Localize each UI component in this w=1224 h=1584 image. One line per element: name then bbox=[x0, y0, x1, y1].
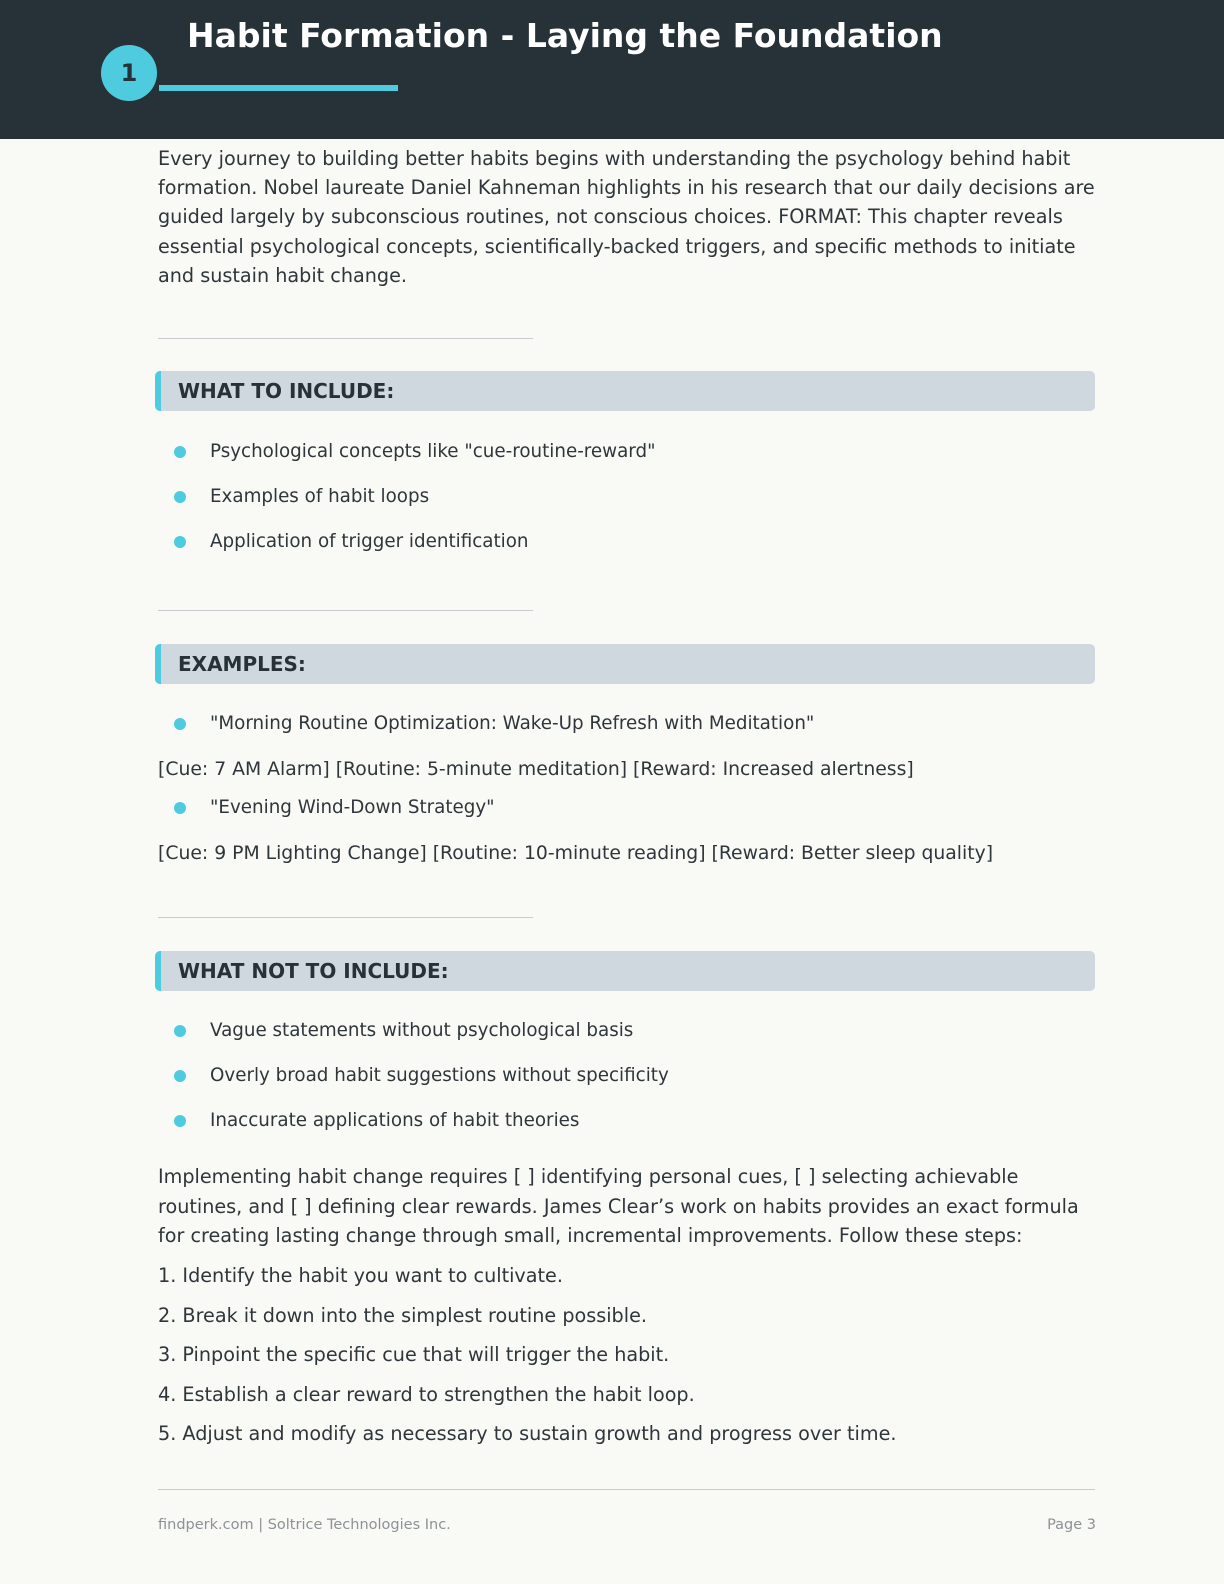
include-list bbox=[158, 437, 1095, 572]
list-item bbox=[158, 437, 1095, 482]
intro-paragraph: Every journey to building better habits begins with understanding the psychology behind habit formation. Nobel laureate Daniel Kahneman highlights in his research that our daily decisions are guided largely by subconscious routines, not conscious choices. FORMAT: This chapter reveals essential psychological concepts, scientifically-backed triggers, and specific methods to initiate and sustain habit change. bbox=[158, 147, 1095, 287]
example-item bbox=[158, 793, 495, 823]
list-item-text: Psychological concepts like "cue-routine-reward" bbox=[210, 441, 656, 462]
list-item-text: Inaccurate applications of habit theories bbox=[210, 1110, 580, 1131]
page-number: Page 3 bbox=[1047, 1517, 1096, 1533]
list-item bbox=[158, 1016, 1095, 1061]
example-label: "Morning Routine Optimization: Wake-Up Refresh with Meditation" bbox=[210, 713, 815, 734]
chapter-title: Habit Formation - Laying the Foundation bbox=[187, 16, 943, 55]
list-item bbox=[158, 527, 1095, 572]
section-header-examples: EXAMPLES: bbox=[155, 644, 1095, 684]
section-divider bbox=[158, 610, 533, 611]
example-item bbox=[158, 709, 814, 739]
bullet-icon bbox=[174, 446, 186, 458]
footer-divider bbox=[158, 1489, 1095, 1490]
list-item bbox=[158, 482, 1095, 527]
list-item bbox=[158, 1061, 1095, 1106]
step-item: 1. Identify the habit you want to cultivate. bbox=[158, 1264, 563, 1287]
example-detail: [Cue: 7 AM Alarm] [Routine: 5-minute meditation] [Reward: Increased alertness] bbox=[158, 759, 914, 780]
step-item: 4. Establish a clear reward to strengthen the habit loop. bbox=[158, 1382, 695, 1406]
section-divider bbox=[158, 917, 533, 918]
exclude-list bbox=[158, 1016, 1095, 1151]
list-item-text: Overly broad habit suggestions without specificity bbox=[210, 1065, 669, 1086]
bullet-icon bbox=[174, 536, 186, 548]
implementation-paragraph: Implementing habit change requires [ ] identifying personal cues, [ ] selecting achievable routines, and [ ] defining clear rewards. James Clear’s work on habits provides an exact formula for creating lasting change through small, incremental improvements. Follow these steps: bbox=[158, 1165, 1079, 1247]
chapter-number-badge: 1 bbox=[101, 45, 157, 101]
steps-list bbox=[158, 1261, 896, 1459]
bullet-icon bbox=[174, 491, 186, 503]
bullet-icon bbox=[174, 718, 186, 730]
step-item: 5. Adjust and modify as necessary to sustain growth and progress over time. bbox=[158, 1422, 897, 1445]
title-underline bbox=[159, 85, 398, 91]
list-item-text: Vague statements without psychological basis bbox=[210, 1020, 634, 1041]
bullet-icon bbox=[174, 802, 186, 814]
list-item-text: Examples of habit loops bbox=[210, 486, 430, 507]
bullet-icon bbox=[174, 1070, 186, 1082]
bullet-icon bbox=[174, 1115, 186, 1127]
section-header-exclude: WHAT NOT TO INCLUDE: bbox=[155, 951, 1095, 991]
bullet-icon bbox=[174, 1025, 186, 1037]
section-header-include: WHAT TO INCLUDE: bbox=[155, 371, 1095, 411]
section-divider bbox=[158, 338, 533, 339]
chapter-header bbox=[0, 0, 1224, 139]
step-item: 3. Pinpoint the specific cue that will trigger the habit. bbox=[158, 1343, 670, 1366]
step-item: 2. Break it down into the simplest routine possible. bbox=[158, 1303, 647, 1327]
example-label: "Evening Wind-Down Strategy" bbox=[210, 797, 495, 818]
example-detail: [Cue: 9 PM Lighting Change] [Routine: 10-minute reading] [Reward: Better sleep quality] bbox=[158, 843, 994, 864]
list-item-text: Application of trigger identification bbox=[210, 531, 529, 552]
footer-credit: findperk.com | Soltrice Technologies Inc. bbox=[158, 1517, 451, 1533]
list-item bbox=[158, 1106, 1095, 1151]
